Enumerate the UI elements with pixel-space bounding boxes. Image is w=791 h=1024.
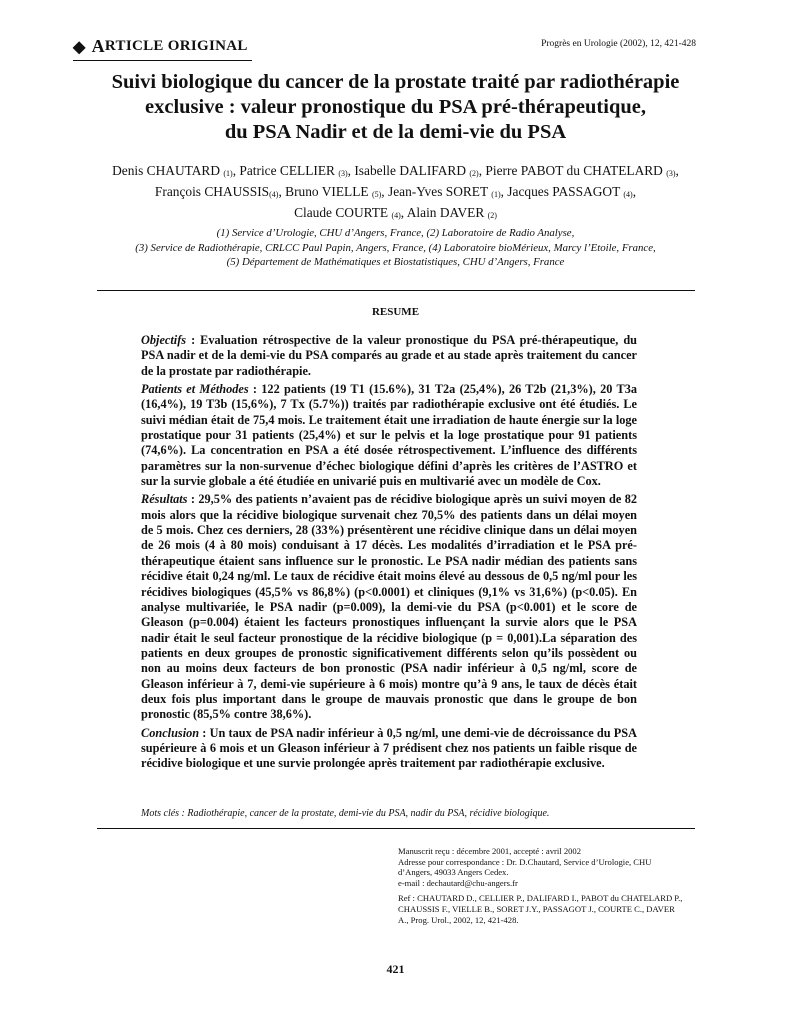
author-affil: (3): [666, 169, 676, 178]
section-label-text: RTICLE ORIGINAL: [104, 38, 248, 54]
abstract-methodes-text: : 122 patients (19 T1 (15.6%), 31 T2a (25,4%), 26 T2b (21,3%), 20 T3a (16,4%), 19 T3b (15,6%), 7 Tx (5.7%)) traités par radiothérapie exclusive ont été étudiés. Le suivi médian était de 75,4 mois. Le traitement était une irradiation de haute énergie sur la loge prostatique pour 31 patients (25,4%) et sur le pelvis et la loge prostatique pour 91 patients (74,6%). La concentration en PSA a été dosée rétrospectivement. L’influence des différents paramètres sur la non-survenue d’échec biologique défini d’après les critères de l’ASTRO et sur la survie globale a été étudiée en univarié puis en multivarié avec un modèle de Cox.: [141, 382, 637, 489]
author-name: , Patrice CELLIER: [232, 163, 335, 178]
author-name: , Bruno VIELLE: [278, 184, 369, 199]
abstract-methodes-label: Patients et Méthodes: [141, 382, 249, 397]
author-affil: (4): [391, 211, 401, 220]
authors-line-1: Denis CHAUTARD $_{(1)}$, Patrice CELLIER $_{(3)}$, Isabelle DALIFARD $_{(2)}$, Pierre PABOT du CHATELARD $_{(3)}$,: [112, 163, 679, 178]
email: e-mail : dechautard@chu-angers.fr: [398, 877, 518, 888]
section-label-initial: A: [91, 36, 105, 56]
abstract-objectifs-label: Objectifs: [141, 333, 187, 347]
author-name: Denis CHAUTARD: [112, 163, 220, 178]
abstract-resultats-text: : 29,5% des patients n’avaient pas de récidive biologique après un suivi moyen de 82 mois alors que la récidive biologique survenait chez 70,5% des patients dans un délai moyen de 5 mois. Chez ces derniers, 28 (33%) présentèrent une récidive clinique dans un délai moyen de 26 mois (4 à 80 mois) conduisant à 17 décès. Les modalités d’irradiation et le PSA pré-thérapeutique étaient sans influence sur le pronostic. Le PSA nadir médian des patients sans récidive était 0,24 ng/ml. Le taux de récidive était moins élevé au dessous de 0,5 ng/ml pour les récidives biologiques (45,5% vs 86,8%) (p<0.0001) et cliniques (9,1% vs 31,6%) (p<0.05). En analyse multivariée, le PSA nadir (p=0.009), la demi-vie du PSA (p<0.001) et le score de Gleason (p=0.004) étaient les facteurs pronostiques influençant la survie alors que le PSA nadir était le seul facteur pronostique de la récidive biologique (p = 0,001).La séparation des patients en deux groupes de pronostic significativement différents selon qu’ils possèdent ou non au moins deux facteurs de bon pronostic (PSA nadir inférieur à 0,5 ng/ml, score de Gleason inférieur à 7, demi-vie supérieure à 6 mois) montre qu’à 9 ans, le taux de décès était deux fois plus important dans le groupe de mauvais pronostic que dans le groupe de bon pronostic (85,5% contre 38,6%).: [141, 492, 637, 722]
author-affil: (4): [269, 190, 279, 199]
author-affil: (2): [469, 169, 479, 178]
abstract-conclusion-text: : Un taux de PSA nadir inférieur à 0,5 ng/ml, une demi-vie de décroissance du PSA supérieure à 6 mois et un Gleason inférieur à 7 prédisent chez nos patients un faible risque de récidive biologique et une survie prolongée après traitement par radiothérapie exclusive.: [141, 725, 637, 771]
abstract-conclusion: [141, 726, 637, 772]
abstract-objectifs-text: : Evaluation rétrospective de la valeur pronostique du PSA pré-thérapeutique, du PSA nadir et de la demi-vie du PSA comparés au grade et au stade après traitement du cancer de la prostate par radiothérapie.: [141, 333, 637, 378]
affiliation-line: (3) Service de Radiothérapie, CRLCC Paul Papin, Angers, France, (4) Laboratoire bioMérieux, Marcy l’Etoile, France,: [135, 241, 656, 254]
author-affil: (3): [338, 169, 348, 178]
diamond-icon: ◆: [73, 38, 86, 56]
author-name: , Pierre PABOT du CHATELARD: [478, 163, 663, 178]
abstract-methodes: [141, 382, 637, 489]
author-affil: (2): [487, 211, 497, 220]
title-line-3: du PSA Nadir et de la demi-vie du PSA: [224, 121, 567, 143]
divider: [97, 828, 695, 829]
keywords: Mots clés : Radiothérapie, cancer de la prostate, demi-vie du PSA, nadir du PSA, récidive biologique.: [141, 808, 550, 819]
author-affil: (1): [223, 169, 233, 178]
abstract-objectifs: [141, 333, 637, 379]
reference-line: Ref : CHAUTARD D., CELLIER P., DALIFARD I., PABOT du CHATELARD P.,: [398, 893, 683, 904]
page-number: 421: [386, 962, 405, 976]
author-name: François CHAUSSIS: [154, 184, 270, 199]
correspondence-address: d’Angers, 49033 Angers Cedex.: [398, 867, 509, 878]
author-name: , Alain DAVER: [400, 205, 485, 220]
reference-line: A., Prog. Urol., 2002, 12, 421-428.: [398, 914, 519, 925]
abstract-conclusion-label: Conclusion: [141, 725, 200, 740]
article-title: [40, 70, 751, 145]
title-line-1: Suivi biologique du cancer de la prostate traité par radiothérapie: [111, 71, 680, 93]
received-date: Manuscrit reçu : décembre 2001, accepté : avril 2002: [398, 846, 582, 856]
abstract-body: [141, 333, 637, 775]
divider: [97, 290, 695, 291]
abstract-resultats: [141, 492, 637, 722]
author-name: , Jean-Yves SORET: [381, 184, 488, 199]
affiliation-line: (5) Département de Mathématiques et Biostatistiques, CHU d’Angers, France: [226, 256, 565, 268]
correspondence-address: Adresse pour correspondance : Dr. D.Chautard, Service d’Urologie, CHU: [398, 856, 652, 867]
author-name: Claude COURTE: [294, 205, 389, 220]
author-affil: (4): [623, 190, 633, 199]
author-name: , Isabelle DALIFARD: [347, 163, 467, 178]
author-name: , Jacques PASSAGOT: [500, 184, 621, 199]
author-list: [40, 162, 751, 225]
authors-line-3: [40, 204, 751, 225]
journal-citation: Progrès en Urologie (2002), 12, 421-428: [541, 39, 696, 49]
author-affil: (5): [371, 190, 382, 199]
author-affil: (1): [491, 190, 501, 199]
section-label-underline: [73, 60, 252, 61]
affiliations: [40, 226, 751, 270]
reference-line: CHAUSSIS F., VIELLE B., SORET J.Y., PASSAGOT J., COURTE C., DAVER: [398, 903, 675, 914]
manuscript-metadata: [398, 846, 696, 925]
authors-line-2: François $CHAUSSIS_{(4)}$, Bruno VIELLE $_{(5)}$, Jean-Yves SORET $_{(1)}$, Jacques PASSAGOT $_{(4)}$,: [154, 184, 637, 199]
abstract-resultats-label: Résultats: [141, 492, 188, 507]
affiliation-line: (1) Service d’Urologie, CHU d’Angers, France, (2) Laboratoire de Radio Analyse,: [216, 227, 575, 239]
abstract-heading: RESUME: [371, 306, 420, 318]
title-line-2: exclusive : valeur pronostique du PSA pré-thérapeutique,: [145, 96, 646, 118]
section-label: [73, 36, 248, 57]
